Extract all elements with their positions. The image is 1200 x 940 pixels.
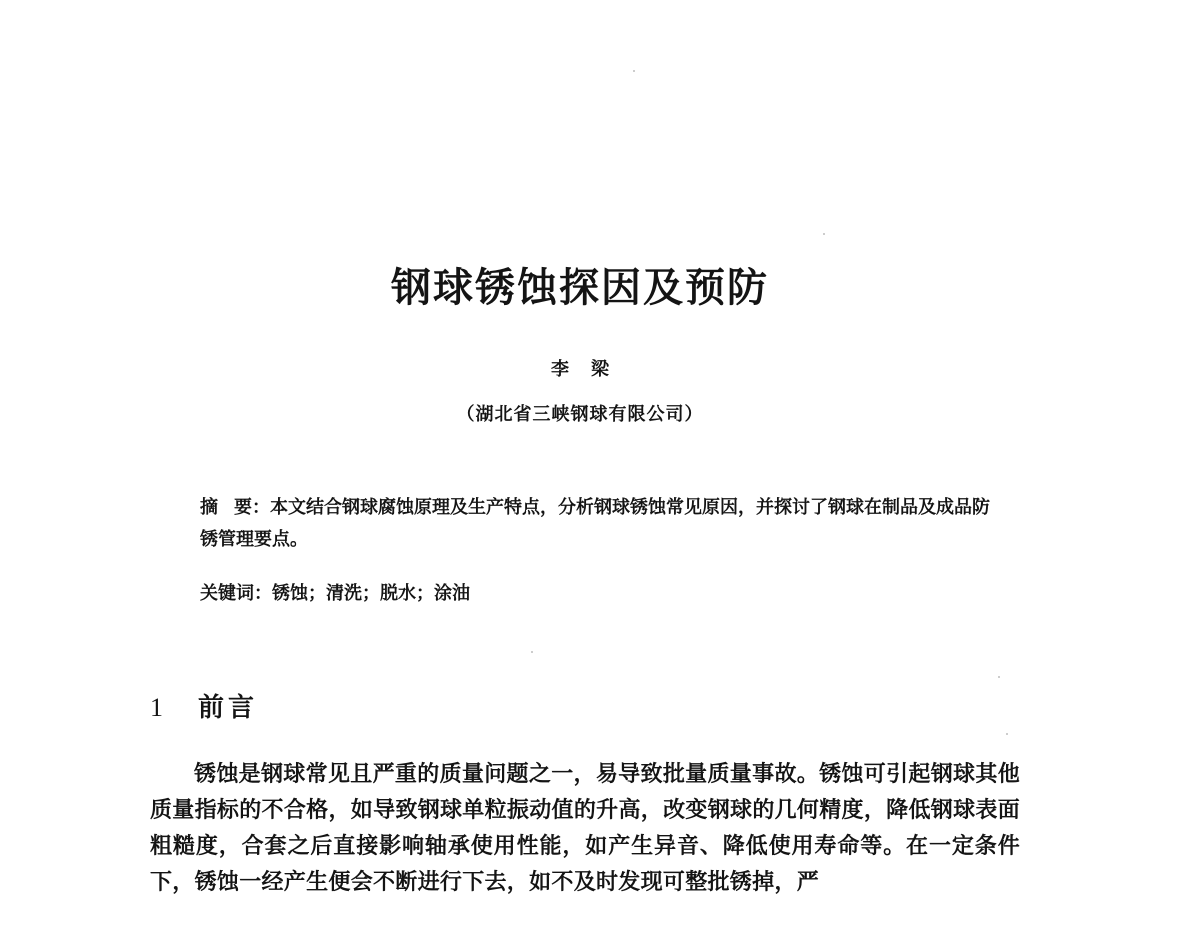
keywords-label: 关键词： — [200, 583, 272, 604]
author-name: 李梁 — [551, 359, 631, 380]
body-text: 锈蚀是钢球常见且严重的质量问题之一，易导致批量质量事故。锈蚀可引起钢球其他质量指标的不合格，如导致钢球单粒振动值的升高，改变钢球的几何精度，降低钢球表面粗糙度，合套之后直接影响轴承使用性能，如产生异音、降低使用寿命等。在一定条件下，锈蚀一经产生便会不断进行下去，如不及时发现可整批锈掉，严 — [150, 761, 1020, 895]
abstract-text: 本文结合钢球腐蚀原理及生产特点，分析钢球锈蚀常见原因，并探讨了钢球在制品及成品防锈管理要点。 — [200, 497, 990, 550]
scan-speck — [633, 70, 635, 72]
keywords — [200, 578, 470, 610]
section-title: 前言 — [198, 693, 259, 723]
scan-speck — [823, 233, 825, 235]
paper-title: 钢球锈蚀探因及预防 — [391, 265, 769, 311]
section-number: 1 — [150, 693, 163, 722]
abstract-label: 摘 要： — [200, 497, 270, 518]
author-affiliation: （湖北省三峡钢球有限公司） — [456, 404, 704, 425]
scan-speck — [1006, 733, 1008, 735]
section-heading — [150, 688, 258, 728]
keywords-text: 锈蚀；清洗；脱水；涂油 — [272, 583, 470, 604]
scan-speck — [998, 676, 1000, 678]
scan-speck — [531, 651, 533, 653]
body-paragraph — [150, 756, 1020, 900]
abstract — [200, 492, 990, 556]
